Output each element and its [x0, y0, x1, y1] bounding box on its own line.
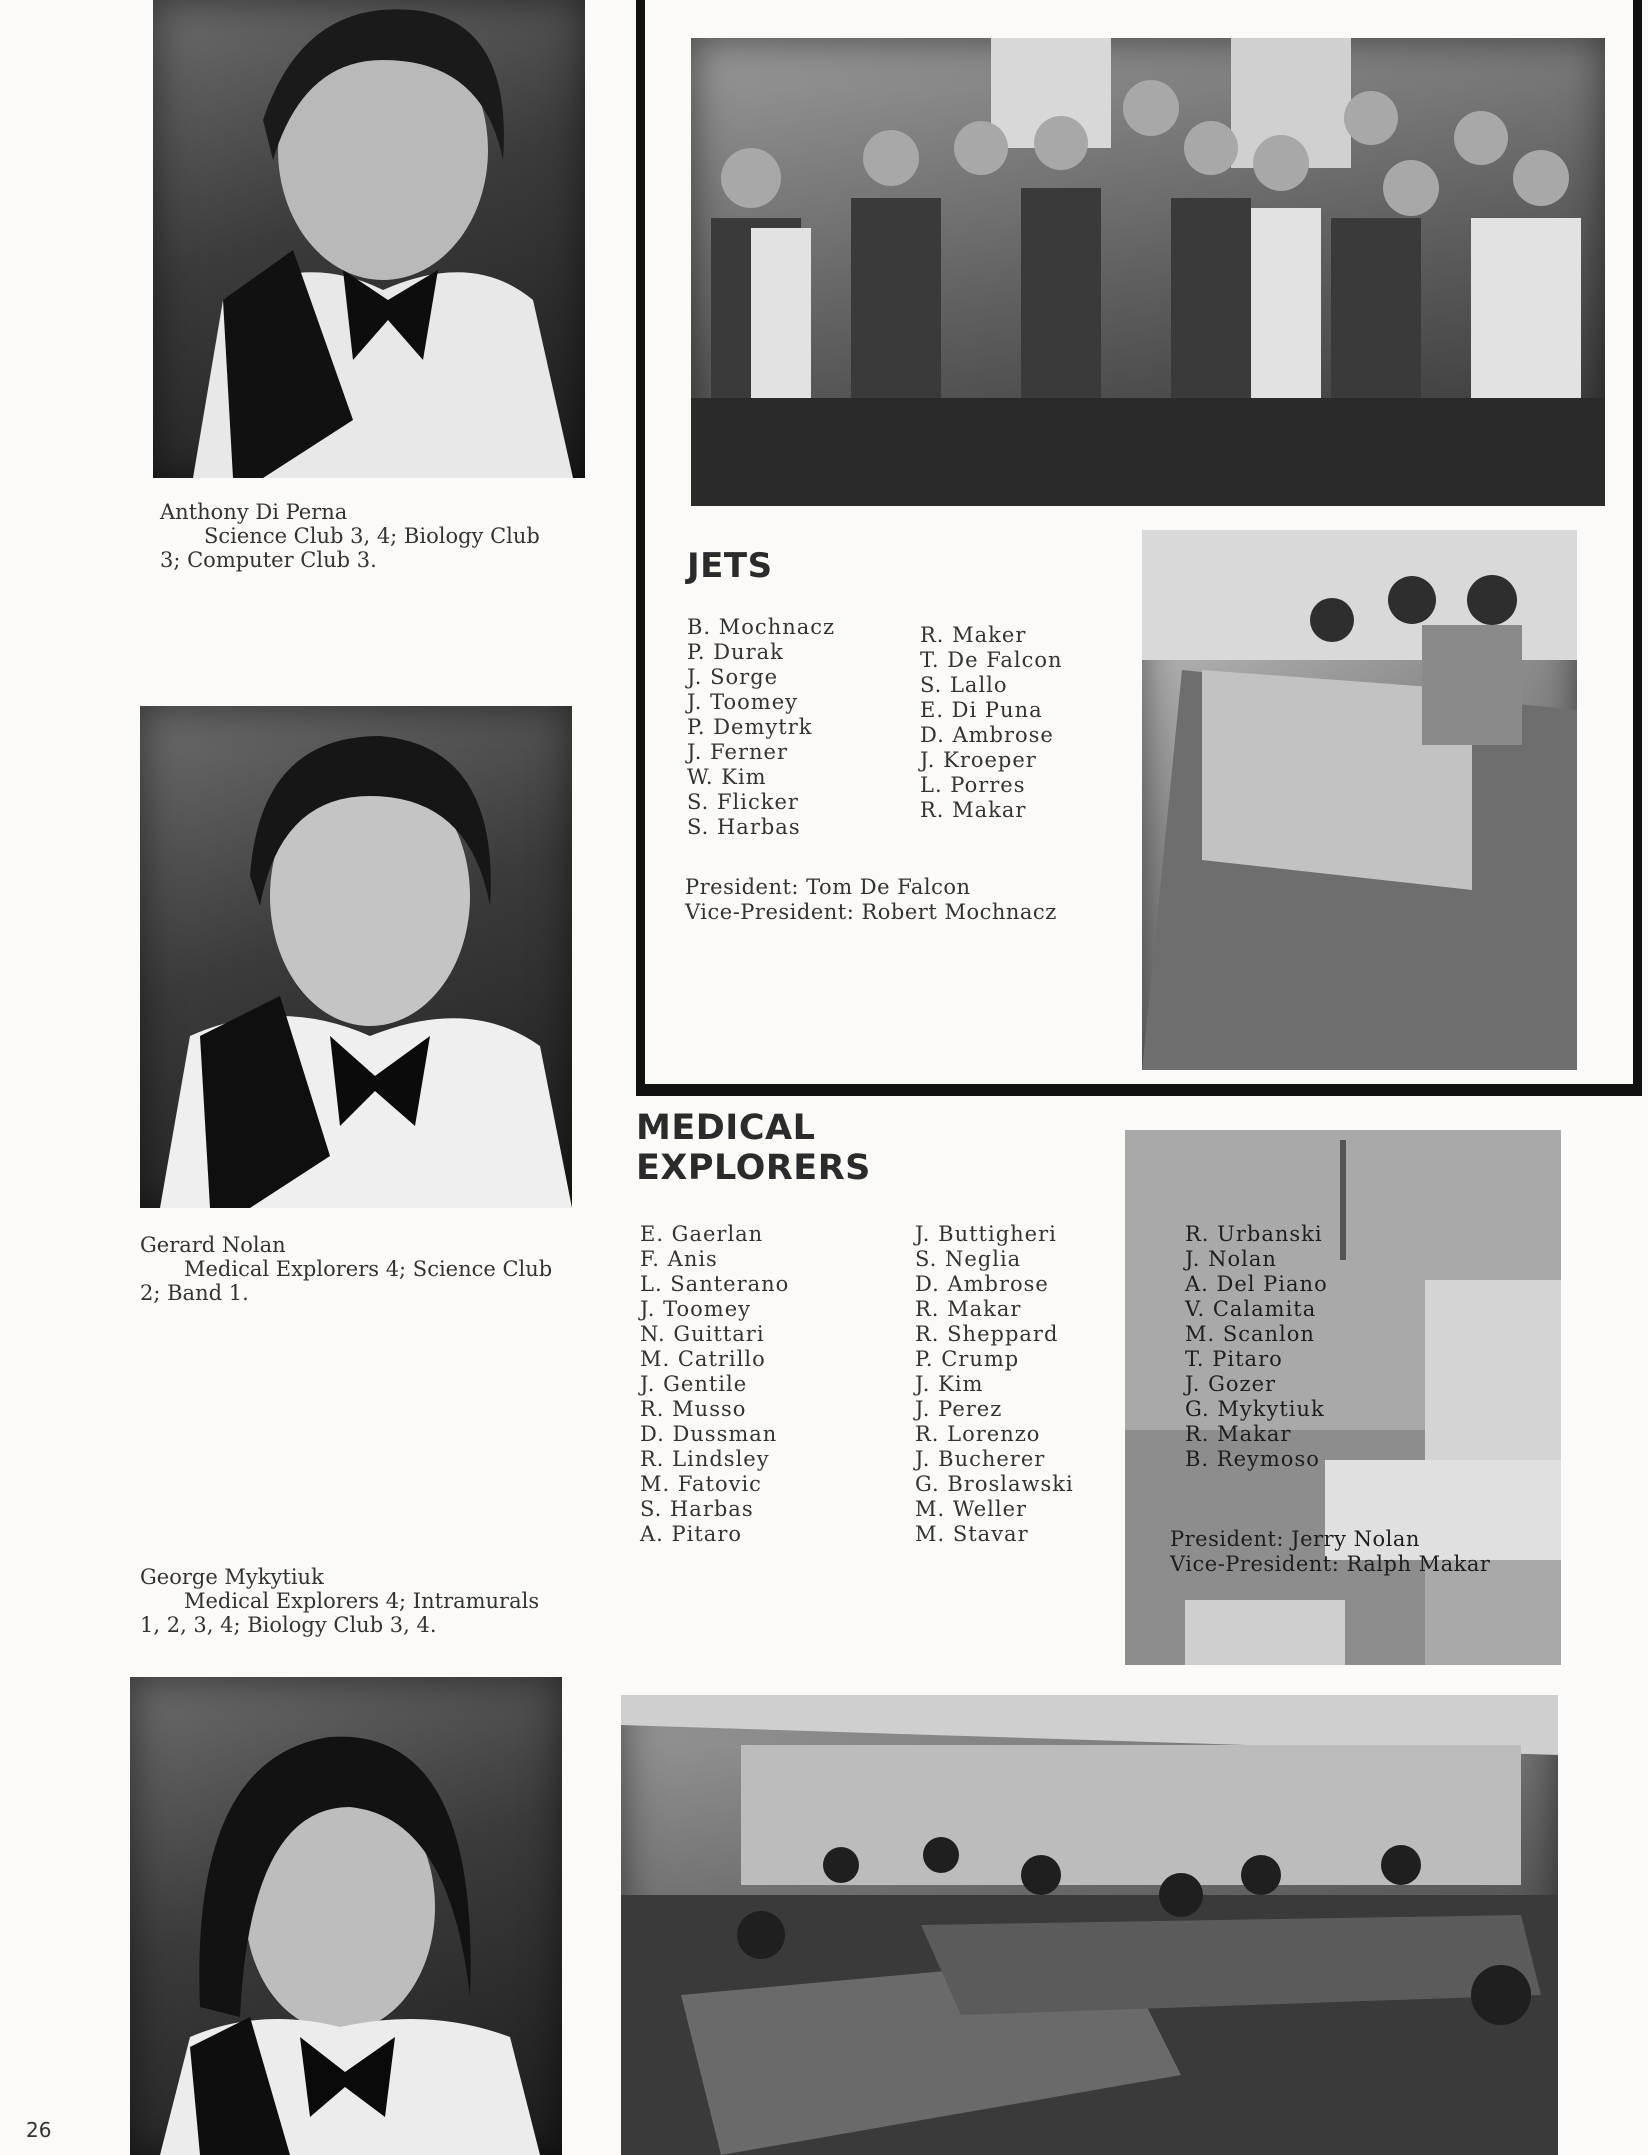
list-item: R. Maker: [920, 623, 1027, 647]
list-item: T. Pitaro: [1185, 1347, 1283, 1371]
jets-president: President: Tom De Falcon: [685, 875, 971, 899]
list-item: J. Toomey: [640, 1297, 752, 1321]
list-item: R. Lindsley: [640, 1447, 770, 1471]
list-item: R. Makar: [1185, 1422, 1292, 1446]
list-item: D. Dussman: [640, 1422, 778, 1446]
jets-group-photo: [691, 38, 1605, 506]
list-item: L. Santerano: [640, 1272, 790, 1296]
list-item: J. Nolan: [1185, 1247, 1277, 1271]
list-item: D. Ambrose: [920, 723, 1054, 747]
list-item: R. Urbanski: [1185, 1222, 1323, 1246]
jets-members-col2: [920, 623, 1063, 823]
medical-explorers-president: President: Jerry Nolan: [1170, 1527, 1420, 1551]
list-item: R. Makar: [920, 798, 1027, 822]
list-item: B. Mochnacz: [687, 615, 836, 639]
list-item: V. Calamita: [1185, 1297, 1317, 1321]
list-item: J. Gentile: [640, 1372, 748, 1396]
list-item: R. Musso: [640, 1397, 747, 1421]
list-item: A. Del Piano: [1185, 1272, 1328, 1296]
medical-explorers-officers: [1170, 1527, 1490, 1577]
list-item: P. Durak: [687, 640, 784, 664]
list-item: P. Crump: [915, 1347, 1020, 1371]
portrait-george-mykytiuk: [130, 1677, 562, 2155]
list-item: R. Makar: [915, 1297, 1022, 1321]
list-item: B. Reymoso: [1185, 1447, 1320, 1471]
jets-officers: [685, 875, 1057, 925]
list-item: G. Broslawski: [915, 1472, 1074, 1496]
medical-explorers-heading-line1: MEDICAL: [636, 1108, 816, 1148]
science-lab-photo: [621, 1695, 1558, 2155]
medical-explorers-heading-line2: EXPLORERS: [636, 1148, 871, 1188]
list-item: P. Demytrk: [687, 715, 813, 739]
list-item: M. Weller: [915, 1497, 1028, 1521]
medical-explorers-heading: [636, 1108, 871, 1188]
jets-lab-photo: [1142, 530, 1577, 1070]
portrait-anthony-diperna: [153, 0, 585, 478]
jets-members-col1: [687, 615, 835, 840]
caption-gerard-nolan: Gerard Nolan Medical Explorers 4; Science Club 2; Band 1.: [140, 1233, 553, 1305]
list-item: N. Guittari: [640, 1322, 765, 1346]
jets-section: [636, 0, 1642, 1096]
list-item: J. Sorge: [687, 665, 779, 689]
list-item: E. Gaerlan: [640, 1222, 764, 1246]
list-item: E. Di Puna: [920, 698, 1043, 722]
list-item: J. Toomey: [687, 690, 799, 714]
list-item: J. Gozer: [1185, 1372, 1277, 1396]
caption-george-mykytiuk: George Mykytiuk Medical Explorers 4; Intramurals 1, 2, 3, 4; Biology Club 3, 4.: [140, 1565, 540, 1637]
list-item: G. Mykytiuk: [1185, 1397, 1325, 1421]
list-item: M. Catrillo: [640, 1347, 766, 1371]
list-item: J. Bucherer: [915, 1447, 1046, 1471]
list-item: F. Anis: [640, 1247, 718, 1271]
list-item: W. Kim: [687, 765, 767, 789]
list-item: R. Lorenzo: [915, 1422, 1041, 1446]
list-item: J. Buttigheri: [915, 1222, 1057, 1246]
caption-anthony-diperna: Anthony Di Perna Science Club 3, 4; Biology Club 3; Computer Club 3.: [160, 500, 540, 572]
medical-explorers-members-col2: [915, 1222, 1074, 1547]
list-item: S. Neglia: [915, 1247, 1022, 1271]
list-item: S. Lallo: [920, 673, 1008, 697]
medical-explorers-members-col1: [640, 1222, 789, 1547]
medical-explorers-vice-president: Vice-President: Ralph Makar: [1170, 1552, 1491, 1576]
list-item: M. Fatovic: [640, 1472, 762, 1496]
medical-explorers-members-col3: [1185, 1222, 1328, 1472]
list-item: R. Sheppard: [915, 1322, 1059, 1346]
list-item: S. Harbas: [687, 815, 801, 839]
list-item: M. Scanlon: [1185, 1322, 1315, 1346]
list-item: J. Ferner: [687, 740, 789, 764]
list-item: J. Kim: [915, 1372, 984, 1396]
jets-heading: JETS: [687, 546, 773, 586]
list-item: M. Stavar: [915, 1522, 1029, 1546]
list-item: L. Porres: [920, 773, 1026, 797]
list-item: J. Kroeper: [920, 748, 1037, 772]
page-number: 26: [26, 2118, 52, 2142]
medical-explorers-classroom-photo: [1125, 1130, 1561, 1665]
list-item: J. Perez: [915, 1397, 1003, 1421]
jets-vice-president: Vice-President: Robert Mochnacz: [685, 900, 1057, 924]
list-item: S. Flicker: [687, 790, 799, 814]
list-item: D. Ambrose: [915, 1272, 1049, 1296]
list-item: A. Pitaro: [640, 1522, 743, 1546]
list-item: T. De Falcon: [920, 648, 1063, 672]
list-item: S. Harbas: [640, 1497, 754, 1521]
portrait-gerard-nolan: [140, 706, 572, 1208]
